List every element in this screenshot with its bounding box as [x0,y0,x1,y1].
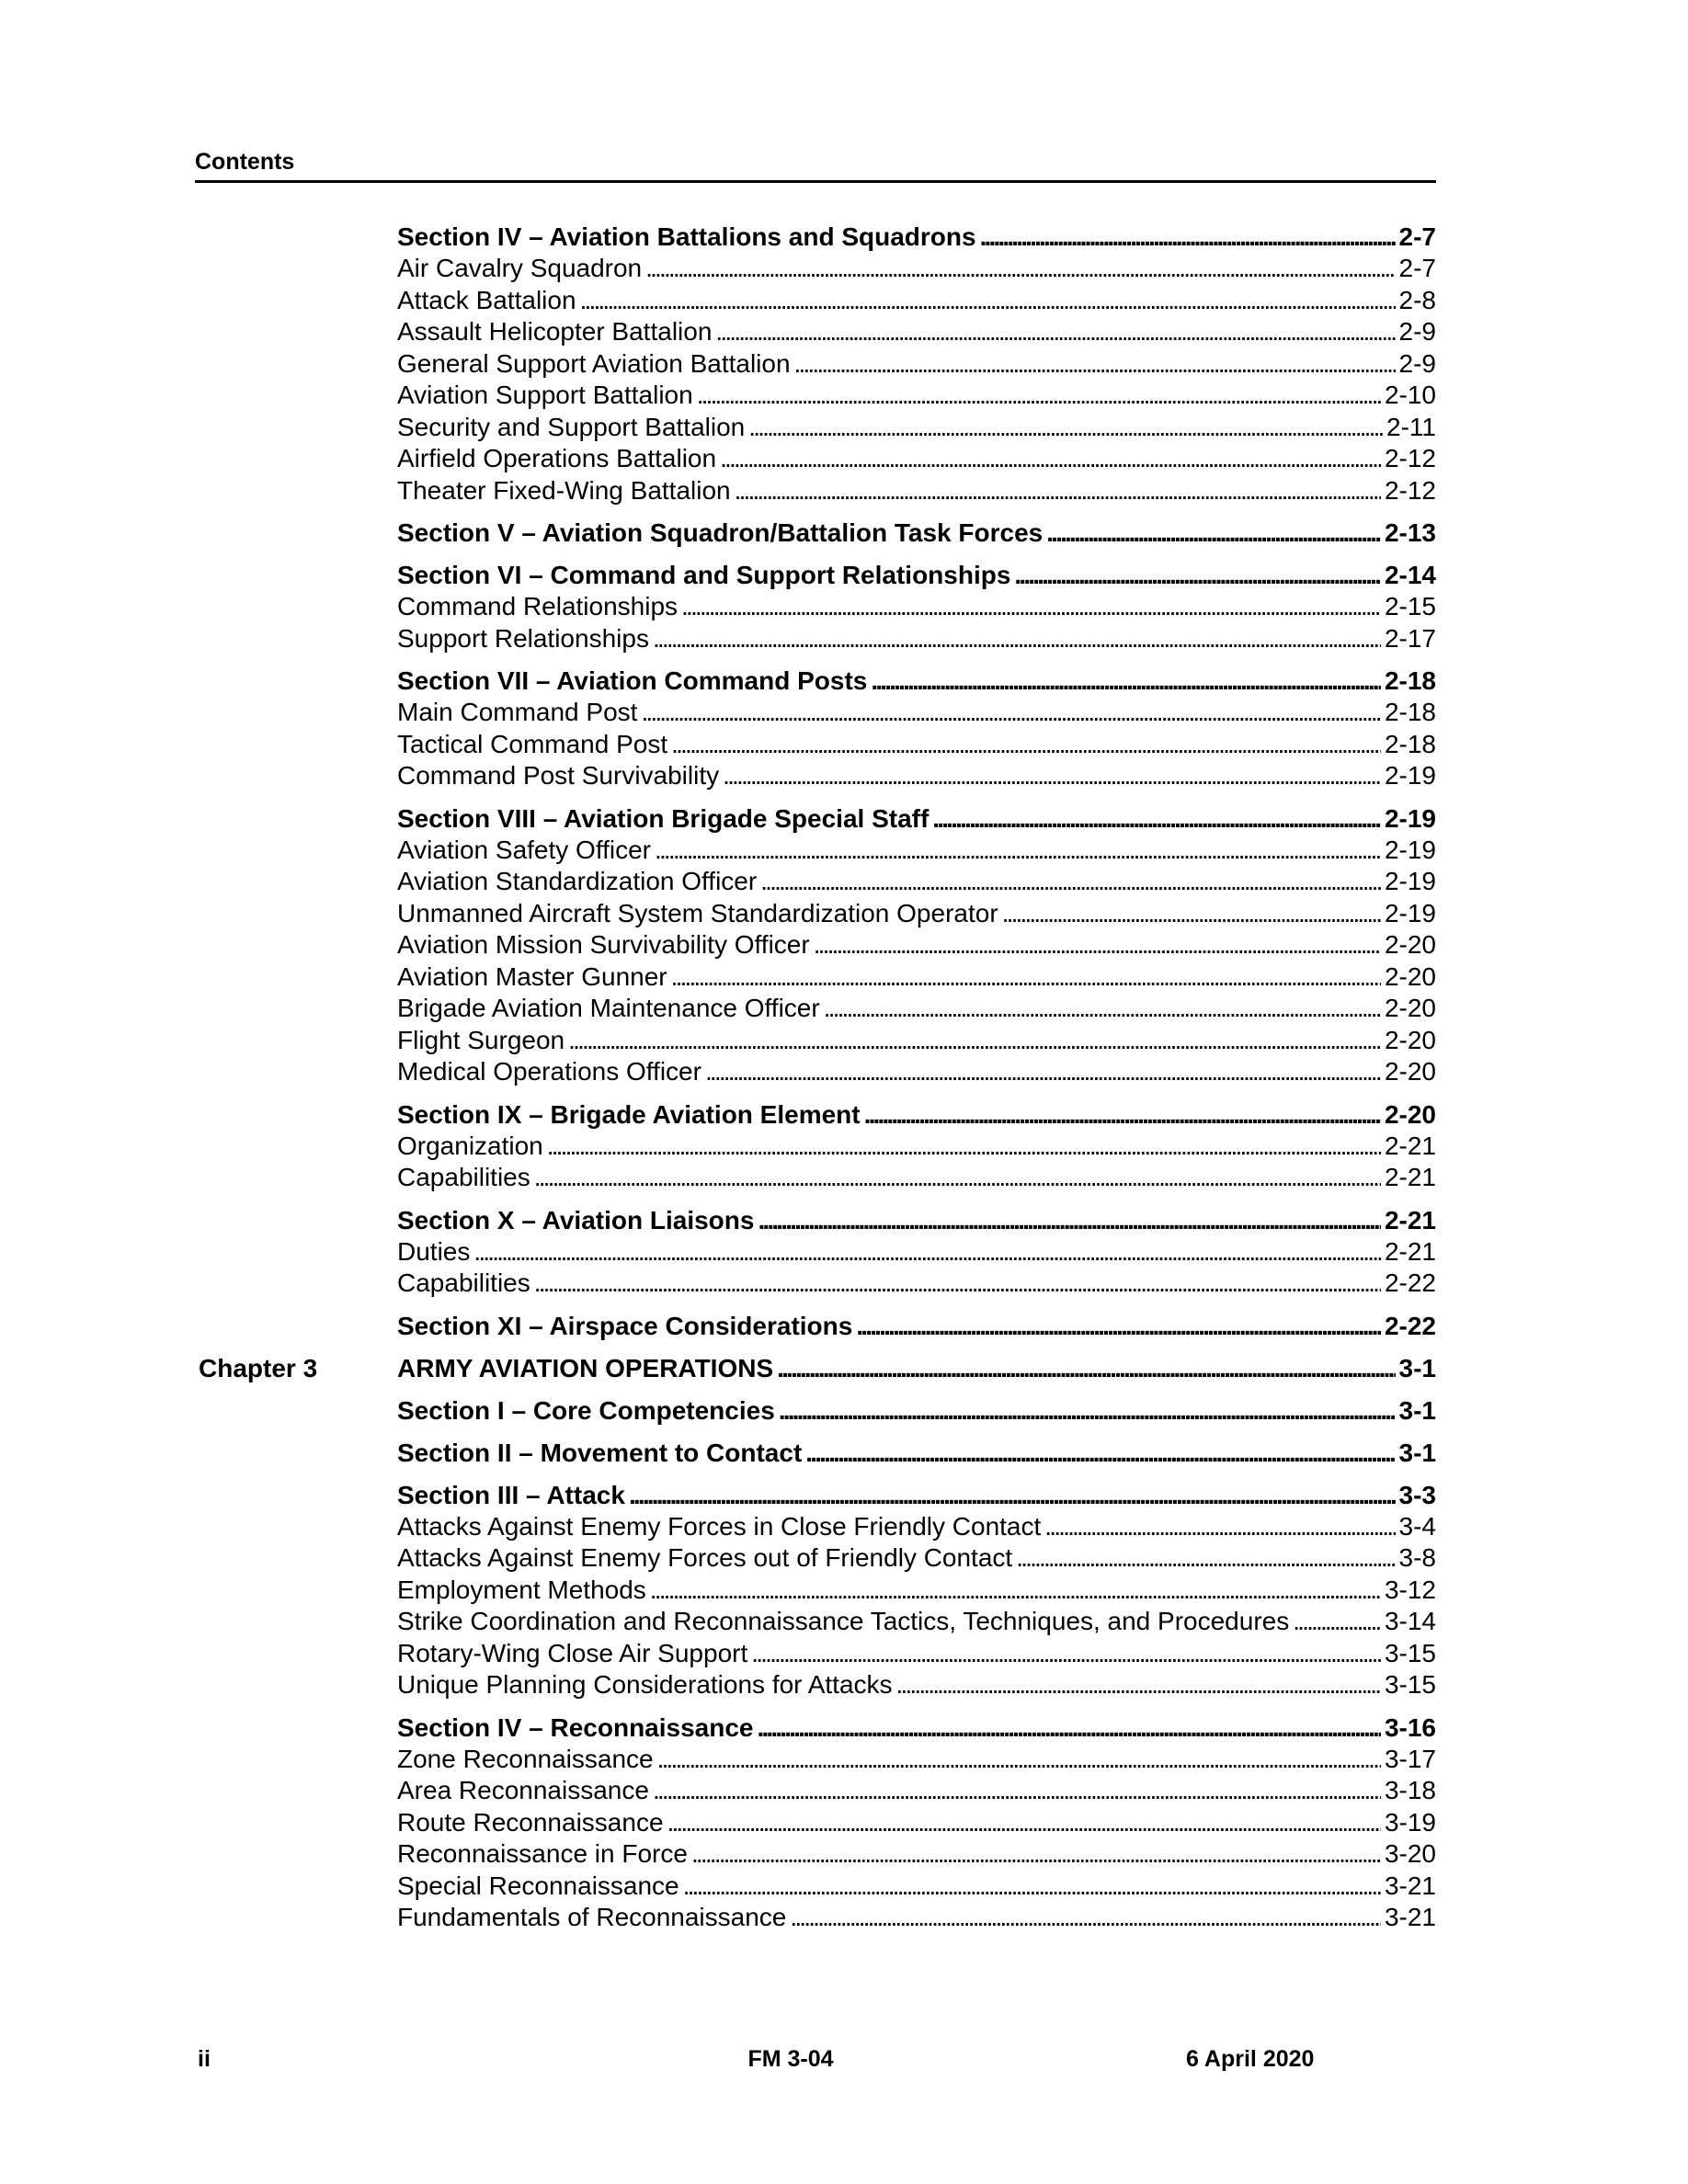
toc-entry-title: Section III – Attack [397,1480,625,1509]
toc-entry-title: Section IX – Brigade Aviation Element [397,1099,861,1129]
toc-entry-page: 3-1 [1398,1353,1436,1382]
toc-section-heading[interactable] [397,1098,1436,1131]
dot-leader [1016,1542,1395,1575]
toc-entry-title: Section VIII – Aviation Brigade Special Staff [397,803,930,833]
dot-leader [650,1575,1381,1607]
dot-leader [629,1479,1396,1511]
dot-leader [735,475,1381,507]
dot-leader [980,221,1396,253]
toc-entry-page: 3-1 [1398,1395,1436,1425]
dot-leader [657,1744,1381,1776]
toc-entry-title: Main Command Post [397,698,638,726]
toc-entry-title: Security and Support Battalion [397,412,746,441]
toc-section-heading[interactable] [397,665,1436,697]
toc-entry-title: Section IV – Aviation Battalions and Squadrons [397,222,976,251]
toc-entry-page: 2-22 [1384,1311,1436,1340]
toc-entry-page: 3-21 [1384,1871,1436,1900]
toc-entry[interactable] [397,253,1436,285]
dot-leader [1293,1606,1381,1638]
toc-entry-title: Command Post Survivability [397,761,720,790]
toc-entry-title: Organization [397,1131,543,1160]
toc-entry-page: 3-17 [1384,1744,1436,1773]
toc-entry-title: Strike Coordination and Reconnaissance Tactics, Techniques, and Procedures [397,1607,1290,1635]
toc-entry-page: 2-8 [1398,285,1436,314]
toc-entry-page: 2-21 [1384,1131,1436,1160]
toc-section-heading[interactable] [397,517,1436,549]
toc-entry-title: Duties [397,1236,471,1266]
toc-entry-page: 2-9 [1398,317,1436,346]
toc-group [195,1394,1436,1427]
dot-leader [1046,517,1381,549]
toc-section-heading[interactable] [397,1479,1436,1511]
toc-entry[interactable] [397,729,1436,761]
dot-leader [683,1871,1381,1903]
toc-entry[interactable] [397,285,1436,317]
toc-entry[interactable] [397,623,1436,655]
dot-leader [777,1352,1395,1384]
dot-leader [534,1162,1381,1194]
toc-entry[interactable] [397,443,1436,475]
toc-section-heading[interactable] [397,1712,1436,1744]
toc-section-heading[interactable] [397,802,1436,835]
toc-entry-page: 2-20 [1384,1057,1436,1086]
toc-entry-title: Unique Planning Considerations for Attacks [397,1670,893,1699]
toc-entry-page: 2-15 [1384,592,1436,620]
toc-entry-page: 2-18 [1384,729,1436,758]
toc-entry-page: 2-19 [1384,867,1436,895]
toc-entry-title: Attacks Against Enemy Forces in Close Friendly Contact [397,1511,1042,1541]
toc-entry[interactable] [397,1669,1436,1701]
dot-leader [671,961,1381,994]
dot-leader [568,1025,1381,1057]
dot-leader [871,665,1381,697]
toc-entry[interactable] [397,1902,1436,1934]
dot-leader [751,1638,1381,1670]
toc-group [195,517,1436,549]
dot-leader [1014,559,1381,591]
dot-leader [580,285,1396,317]
toc-entry-page: 2-17 [1384,623,1436,653]
dot-leader [653,623,1381,655]
toc-entry-title: Attacks Against Enemy Forces out of Friendly Contact [397,1543,1013,1572]
toc-entry[interactable] [397,1871,1436,1903]
toc-entry-page: 3-3 [1398,1480,1436,1509]
toc-entry-title: Theater Fixed-Wing Battalion [397,475,731,505]
toc-entry-page: 2-20 [1384,1099,1436,1129]
toc-entry-page: 2-20 [1384,994,1436,1022]
toc-entry-page: 3-14 [1384,1607,1436,1635]
toc-entry[interactable] [397,1268,1436,1300]
toc-entry-title: Section IV – Reconnaissance [397,1712,754,1742]
toc-entry-title: Section XI – Airspace Considerations [397,1311,853,1340]
dot-leader [641,697,1381,729]
toc-entry-page: 2-13 [1384,518,1436,547]
toc-entry-page: 2-11 [1386,412,1436,441]
dot-leader [653,1775,1381,1807]
toc-entry-title: Section II – Movement to Contact [397,1438,803,1467]
dot-leader [715,316,1395,348]
toc-entry[interactable] [397,1056,1436,1088]
toc-entry-title: Fundamentals of Reconnaissance [397,1903,787,1931]
toc-entry-page: 3-21 [1384,1903,1436,1931]
toc-entry-page: 3-15 [1384,1638,1436,1667]
toc-group [195,1098,1436,1194]
toc-entry-title: Zone Reconnaissance [397,1744,654,1773]
header-rule [195,180,1436,183]
toc-entry[interactable] [397,760,1436,792]
toc-entry-title: Attack Battalion [397,285,576,314]
dot-leader [896,1669,1381,1701]
toc-group [195,1204,1436,1300]
dot-leader [705,1056,1381,1088]
dot-leader [697,380,1381,412]
toc-entry[interactable] [397,316,1436,348]
footer-publication: FM 3-04 [747,2046,834,2072]
toc-entry-page: 3-19 [1384,1807,1436,1837]
dot-leader [473,1236,1381,1268]
toc-section-heading[interactable] [397,559,1436,591]
toc-entry-title: Aviation Standardization Officer [397,867,758,895]
toc-entry-title: Unmanned Aircraft System Standardization Operator [397,898,998,927]
toc-entry-page: 2-14 [1384,561,1436,589]
toc-section-heading[interactable] [397,1352,1436,1384]
dot-leader [681,591,1381,623]
toc-entry-page: 2-7 [1398,254,1436,282]
toc-entry-title: Flight Surgeon [397,1025,565,1054]
toc-group [195,802,1436,1088]
dot-leader [758,1204,1380,1236]
dot-leader [534,1268,1381,1300]
toc-entry-title: Aviation Mission Survivability Officer [397,930,810,959]
toc-entry[interactable] [397,1575,1436,1607]
toc-entry[interactable] [397,1775,1436,1807]
toc-entry-title: Capabilities [397,1163,530,1191]
toc-entry-title: Medical Operations Officer [397,1057,701,1086]
toc-entry-page: 3-15 [1384,1670,1436,1699]
toc-group [195,1310,1436,1342]
dot-leader [691,1838,1381,1871]
dot-leader [824,993,1381,1025]
dot-leader [645,253,1395,285]
dot-leader [864,1098,1381,1131]
toc-entry-page: 3-4 [1398,1511,1436,1541]
toc-entry-title: Special Reconnaissance [397,1871,679,1900]
toc-group [195,1352,1436,1384]
toc-entry-page: 2-20 [1384,961,1436,991]
toc-group [195,221,1436,506]
dot-leader [667,1807,1381,1839]
toc-entry-page: 2-20 [1384,1025,1436,1054]
dot-leader [720,443,1381,475]
toc-entry-title: Section V – Aviation Squadron/Battalion Task Forces [397,518,1044,547]
toc-group [195,1479,1436,1701]
toc-entry-title: Section X – Aviation Liaisons [397,1205,755,1234]
toc-entry-title: Assault Helicopter Battalion [397,317,713,346]
dot-leader [547,1131,1381,1163]
toc-entry-page: 2-18 [1384,666,1436,695]
toc-entry[interactable] [397,1511,1436,1543]
dot-leader [856,1310,1381,1342]
dot-leader [655,835,1381,867]
dot-leader [1002,898,1381,930]
toc-entry-page: 2-21 [1384,1163,1436,1191]
toc-entry[interactable] [397,1236,1436,1268]
toc-entry[interactable] [397,697,1436,729]
dot-leader [723,760,1381,792]
toc-entry[interactable] [397,1744,1436,1776]
footer-date: 6 April 2020 [1186,2046,1315,2072]
toc-entry-title: Section I – Core Competencies [397,1395,775,1425]
toc-entry[interactable] [397,1131,1436,1163]
toc-entry-page: 2-12 [1384,475,1436,505]
toc-entry-page: 2-18 [1384,698,1436,726]
toc-entry[interactable] [397,1638,1436,1670]
toc-section-heading[interactable] [397,1204,1436,1236]
toc-entry-title: Aviation Safety Officer [397,835,651,864]
toc-entry-title: General Support Aviation Battalion [397,348,791,378]
toc-entry-page: 2-7 [1398,222,1436,251]
toc-entry[interactable] [397,475,1436,507]
toc-entry-title: Reconnaissance in Force [397,1839,688,1868]
dot-leader [790,1902,1381,1934]
toc-entry-page: 2-12 [1384,444,1436,472]
toc-entry-title: ARMY AVIATION OPERATIONS [397,1353,774,1382]
toc-entry-title: Area Reconnaissance [397,1776,649,1804]
toc-entry[interactable] [397,898,1436,930]
toc-entry-title: Employment Methods [397,1575,646,1604]
toc-entry-title: Airfield Operations Battalion [397,444,717,472]
toc-entry-page: 2-21 [1384,1205,1436,1234]
toc-entry-page: 2-21 [1384,1236,1436,1266]
dot-leader [758,1712,1381,1744]
toc-section-heading[interactable] [397,1394,1436,1427]
toc-entry-page: 2-19 [1384,835,1436,864]
chapter-label: Chapter 3 [199,1353,318,1382]
dot-leader [760,866,1381,898]
toc-entry-title: Aviation Support Battalion [397,381,693,409]
toc-entry[interactable] [397,1542,1436,1575]
toc-entry[interactable] [397,412,1436,444]
toc-entry-page: 3-1 [1398,1438,1436,1467]
toc-section-heading[interactable] [397,221,1436,253]
toc-entry-page: 2-19 [1384,761,1436,790]
dot-leader [671,729,1381,761]
toc-entry-title: Air Cavalry Squadron [397,254,643,282]
toc-entry[interactable] [397,866,1436,898]
toc-entry-page: 2-20 [1384,930,1436,959]
toc-entry-title: Brigade Aviation Maintenance Officer [397,994,820,1022]
footer-page-number: ii [198,2046,211,2072]
toc-entry-title: Section VII – Aviation Command Posts [397,666,868,695]
dot-leader [932,802,1381,835]
toc-entry-page: 2-22 [1384,1268,1436,1297]
toc-entry[interactable] [397,929,1436,961]
toc-entry-page: 3-18 [1384,1776,1436,1804]
toc-section-heading[interactable] [397,1437,1436,1469]
toc-entry[interactable] [397,1838,1436,1871]
toc-entry-title: Support Relationships [397,623,649,653]
toc-entry-title: Capabilities [397,1268,530,1297]
toc-entry-page: 3-8 [1398,1543,1436,1572]
running-header [195,147,1436,183]
dot-leader [794,348,1396,381]
toc-group [195,559,1436,654]
toc-entry-page: 3-16 [1384,1712,1436,1742]
dot-leader [779,1394,1396,1427]
toc-entry-title: Section VI – Command and Support Relationships [397,561,1011,589]
toc-entry-title: Tactical Command Post [397,729,668,758]
table-of-contents [195,221,1436,1934]
toc-entry[interactable] [397,1025,1436,1057]
toc-entry-page: 2-9 [1398,348,1436,378]
toc-entry[interactable] [397,380,1436,412]
dot-leader [805,1437,1395,1469]
dot-leader [1044,1511,1395,1543]
toc-entry[interactable] [397,835,1436,867]
toc-entry[interactable] [397,1162,1436,1194]
header-title: Contents [195,149,295,175]
toc-entry[interactable] [397,591,1436,623]
toc-entry-title: Rotary-Wing Close Air Support [397,1638,748,1667]
dot-leader [814,929,1381,961]
toc-entry-page: 2-19 [1384,803,1436,833]
toc-entry[interactable] [397,993,1436,1025]
toc-entry-page: 2-10 [1384,381,1436,409]
toc-entry-title: Route Reconnaissance [397,1807,664,1837]
toc-group [195,1437,1436,1469]
toc-section-heading[interactable] [397,1310,1436,1342]
toc-group [195,1712,1436,1934]
toc-entry-page: 2-19 [1384,898,1436,927]
toc-entry[interactable] [397,1807,1436,1839]
toc-entry[interactable] [397,1606,1436,1638]
toc-entry-title: Command Relationships [397,592,679,620]
toc-entry-page: 3-20 [1384,1839,1436,1868]
toc-group [195,665,1436,792]
toc-entry[interactable] [397,961,1436,994]
toc-entry-page: 3-12 [1384,1575,1436,1604]
toc-entry-title: Aviation Master Gunner [397,961,667,991]
dot-leader [748,412,1383,444]
toc-entry[interactable] [397,348,1436,381]
